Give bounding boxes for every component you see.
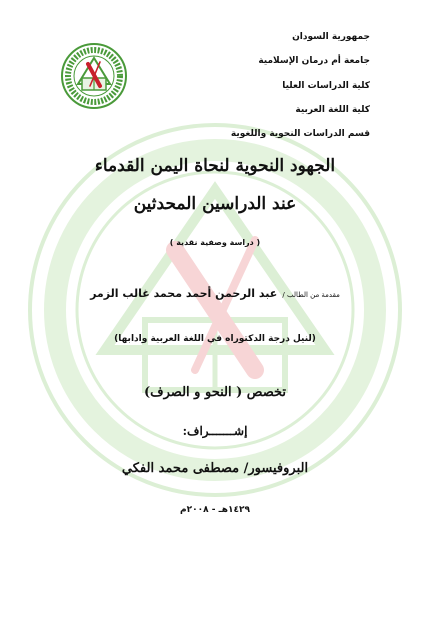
degree-line: (لنيل درجة الدكتوراه في اللغة العربية وادابها) <box>114 334 316 344</box>
college-line: كلية اللغة العربية <box>295 105 370 115</box>
university-line: جامعة أم درمان الإسلامية <box>258 56 370 66</box>
specialization-line: تخصص ( النحو و الصرف) <box>144 385 286 400</box>
country-line: جمهورية السودان <box>292 32 370 42</box>
thesis-title-line2: عند الدراسين المحدثين <box>133 194 297 214</box>
thesis-title-line1: الجهود النحوية لنحاة اليمن القدماء <box>94 156 336 176</box>
supervision-label: إشـــــــراف: <box>182 424 248 438</box>
student-name: عبد الرحمن أحمد محمد غالب الزمر <box>90 287 278 300</box>
student-line <box>0 284 430 300</box>
supervisor-name: البروفيسور/ مصطفى محمد الفكي <box>121 461 309 476</box>
date-line: ١٤٢٩هـ - ٢٠٠٨م <box>180 505 250 515</box>
department-line: قسم الدراسات النحوية واللغوية <box>230 129 370 139</box>
submitted-by-label: مقدمة من الطالب / <box>282 291 340 299</box>
thesis-subtitle: ( دراسة وصفية نقدية ) <box>169 238 261 247</box>
university-logo <box>60 42 128 110</box>
university-seal-watermark <box>25 120 405 500</box>
faculty-line: كلية الدراسات العليا <box>282 81 370 91</box>
